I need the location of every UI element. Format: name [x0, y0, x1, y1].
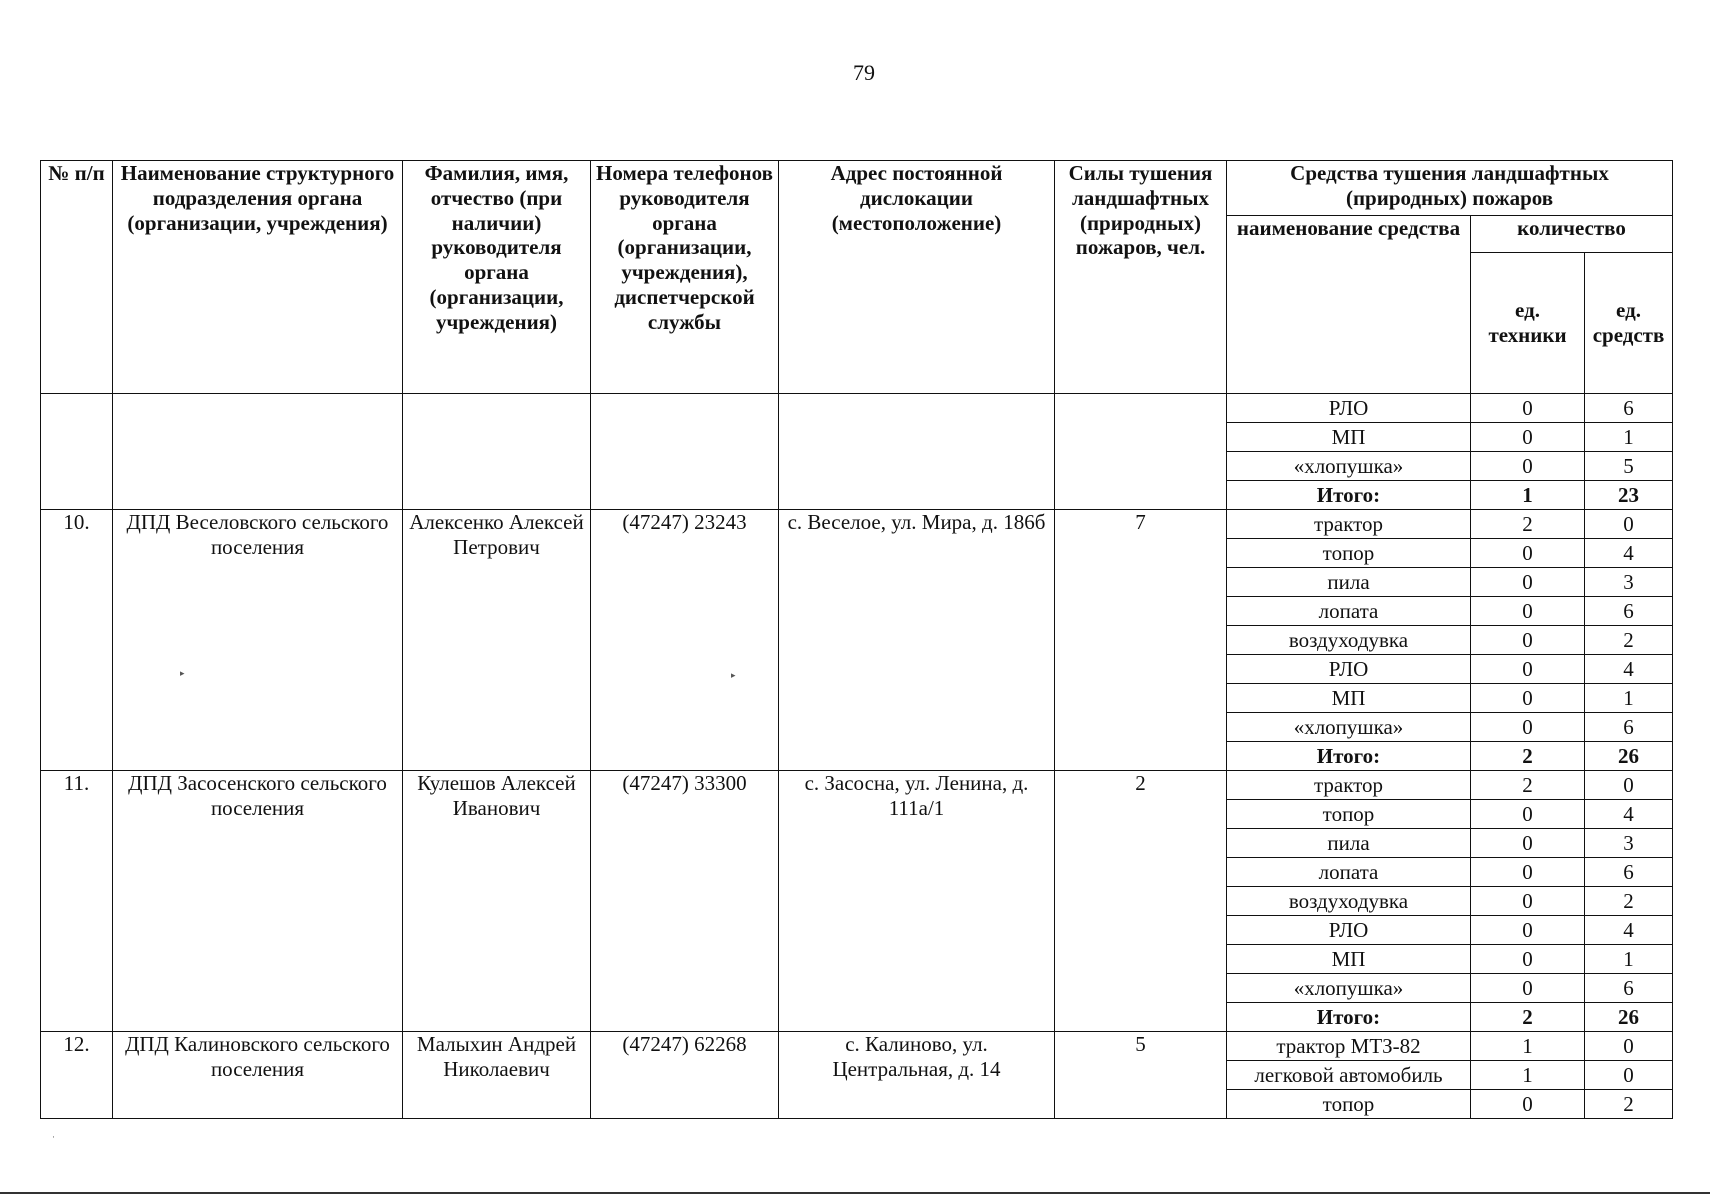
means-name-cell: воздуходувка [1227, 887, 1471, 916]
means-name-cell: РЛО [1227, 916, 1471, 945]
qty-means-cell: 2 [1585, 887, 1673, 916]
qty-tech-cell: 1 [1471, 1061, 1585, 1090]
qty-tech-cell: 0 [1471, 597, 1585, 626]
means-name-cell: МП [1227, 423, 1471, 452]
num-cell: 10. [41, 510, 113, 771]
phone-cell: (47247) 33300 [591, 771, 779, 1032]
fio-cell: Алексенко Алексей Петрович [403, 510, 591, 771]
address-cell: с. Калиново, ул. Центральная, д. 14 [779, 1032, 1055, 1119]
num-cell [41, 394, 113, 510]
phone-cell: (47247) 23243 [591, 510, 779, 771]
qty-tech-cell: 2 [1471, 742, 1585, 771]
num-cell: 11. [41, 771, 113, 1032]
means-name-cell: пила [1227, 829, 1471, 858]
forces-cell: 5 [1055, 1032, 1227, 1119]
table-row [41, 771, 1673, 800]
header-unit: Наименование структурного подразделения органа (организации, учреждения) [113, 161, 403, 394]
qty-tech-cell: 0 [1471, 539, 1585, 568]
qty-means-cell: 0 [1585, 771, 1673, 800]
means-name-cell: Итого: [1227, 1003, 1471, 1032]
means-name-cell: Итого: [1227, 481, 1471, 510]
qty-means-cell: 1 [1585, 945, 1673, 974]
qty-tech-cell: 0 [1471, 394, 1585, 423]
unit-cell: ДПД Засосенского сельского поселения [113, 771, 403, 1032]
header-means-name: наименование средства [1227, 216, 1471, 394]
unit-cell [113, 394, 403, 510]
qty-tech-cell: 0 [1471, 713, 1585, 742]
num-cell: 12. [41, 1032, 113, 1119]
means-name-cell: топор [1227, 539, 1471, 568]
scan-speck: ▸ [731, 670, 736, 680]
qty-tech-cell: 0 [1471, 829, 1585, 858]
qty-tech-cell: 0 [1471, 800, 1585, 829]
forces-cell [1055, 394, 1227, 510]
unit-cell: ДПД Калиновского сельского поселения [113, 1032, 403, 1119]
unit-cell: ДПД Веселовского сельского поселения [113, 510, 403, 771]
qty-means-cell: 6 [1585, 394, 1673, 423]
header-qty-tech: ед. техники [1471, 253, 1585, 394]
qty-tech-cell: 0 [1471, 684, 1585, 713]
means-name-cell: лопата [1227, 597, 1471, 626]
means-name-cell: трактор [1227, 510, 1471, 539]
header-num: № п/п [41, 161, 113, 394]
means-name-cell: «хлопушка» [1227, 452, 1471, 481]
qty-means-cell: 4 [1585, 539, 1673, 568]
qty-tech-cell: 1 [1471, 481, 1585, 510]
means-name-cell: трактор МТЗ-82 [1227, 1032, 1471, 1061]
table-row [41, 1032, 1673, 1061]
qty-means-cell: 2 [1585, 1090, 1673, 1119]
qty-tech-cell: 1 [1471, 1032, 1585, 1061]
qty-means-cell: 26 [1585, 742, 1673, 771]
qty-tech-cell: 2 [1471, 1003, 1585, 1032]
address-cell: с. Засосна, ул. Ленина, д. 111а/1 [779, 771, 1055, 1032]
means-name-cell: топор [1227, 800, 1471, 829]
header-means: Средства тушения ландшафтных (природных) пожаров [1227, 161, 1673, 216]
qty-means-cell: 4 [1585, 655, 1673, 684]
page-number: 79 [853, 60, 875, 85]
forces-cell: 7 [1055, 510, 1227, 771]
means-name-cell: «хлопушка» [1227, 974, 1471, 1003]
header-quantity: количество [1471, 216, 1673, 253]
table-row [41, 394, 1673, 423]
qty-means-cell: 0 [1585, 1032, 1673, 1061]
qty-means-cell: 0 [1585, 1061, 1673, 1090]
means-name-cell: топор [1227, 1090, 1471, 1119]
qty-means-cell: 0 [1585, 510, 1673, 539]
qty-means-cell: 6 [1585, 974, 1673, 1003]
qty-tech-cell: 0 [1471, 655, 1585, 684]
qty-tech-cell: 0 [1471, 945, 1585, 974]
qty-means-cell: 5 [1585, 452, 1673, 481]
phone-cell: (47247) 62268 [591, 1032, 779, 1119]
qty-means-cell: 6 [1585, 858, 1673, 887]
qty-means-cell: 6 [1585, 713, 1673, 742]
means-name-cell: РЛО [1227, 655, 1471, 684]
qty-means-cell: 4 [1585, 800, 1673, 829]
qty-tech-cell: 2 [1471, 510, 1585, 539]
qty-means-cell: 1 [1585, 423, 1673, 452]
scan-speck: · [52, 1132, 55, 1142]
means-name-cell: «хлопушка» [1227, 713, 1471, 742]
qty-tech-cell: 0 [1471, 1090, 1585, 1119]
means-name-cell: трактор [1227, 771, 1471, 800]
means-name-cell: РЛО [1227, 394, 1471, 423]
fire-means-table [40, 160, 1673, 1119]
header-fio: Фамилия, имя, отчество (при наличии) руководителя органа (организации, учреждения) [403, 161, 591, 394]
qty-tech-cell: 2 [1471, 771, 1585, 800]
qty-means-cell: 3 [1585, 829, 1673, 858]
phone-cell [591, 394, 779, 510]
fio-cell: Малыхин Андрей Николаевич [403, 1032, 591, 1119]
qty-tech-cell: 0 [1471, 568, 1585, 597]
header-forces: Силы тушения ландшафтных (природных) пожаров, чел. [1055, 161, 1227, 394]
forces-cell: 2 [1055, 771, 1227, 1032]
means-name-cell: воздуходувка [1227, 626, 1471, 655]
qty-tech-cell: 0 [1471, 858, 1585, 887]
qty-tech-cell: 0 [1471, 887, 1585, 916]
header-address: Адрес постоянной дислокации (местоположение) [779, 161, 1055, 394]
qty-tech-cell: 0 [1471, 974, 1585, 1003]
qty-means-cell: 1 [1585, 684, 1673, 713]
fio-cell [403, 394, 591, 510]
qty-means-cell: 26 [1585, 1003, 1673, 1032]
qty-means-cell: 6 [1585, 597, 1673, 626]
table-body [41, 394, 1673, 1119]
qty-tech-cell: 0 [1471, 452, 1585, 481]
means-name-cell: пила [1227, 568, 1471, 597]
address-cell [779, 394, 1055, 510]
table-row [41, 510, 1673, 539]
table-header [41, 161, 1673, 394]
qty-means-cell: 3 [1585, 568, 1673, 597]
means-name-cell: Итого: [1227, 742, 1471, 771]
scan-speck: ▸ [180, 668, 185, 678]
means-name-cell: лопата [1227, 858, 1471, 887]
fio-cell: Кулешов Алексей Иванович [403, 771, 591, 1032]
qty-means-cell: 23 [1585, 481, 1673, 510]
page-bottom-edge [0, 1192, 1710, 1194]
qty-means-cell: 2 [1585, 626, 1673, 655]
address-cell: с. Веселое, ул. Мира, д. 186б [779, 510, 1055, 771]
qty-tech-cell: 0 [1471, 423, 1585, 452]
qty-tech-cell: 0 [1471, 626, 1585, 655]
means-name-cell: МП [1227, 945, 1471, 974]
header-qty-means: ед. средств [1585, 253, 1673, 394]
qty-means-cell: 4 [1585, 916, 1673, 945]
header-phones: Номера телефонов руководителя органа (организации, учреждения), диспетчерской службы [591, 161, 779, 394]
means-name-cell: легковой автомобиль [1227, 1061, 1471, 1090]
qty-tech-cell: 0 [1471, 916, 1585, 945]
means-name-cell: МП [1227, 684, 1471, 713]
